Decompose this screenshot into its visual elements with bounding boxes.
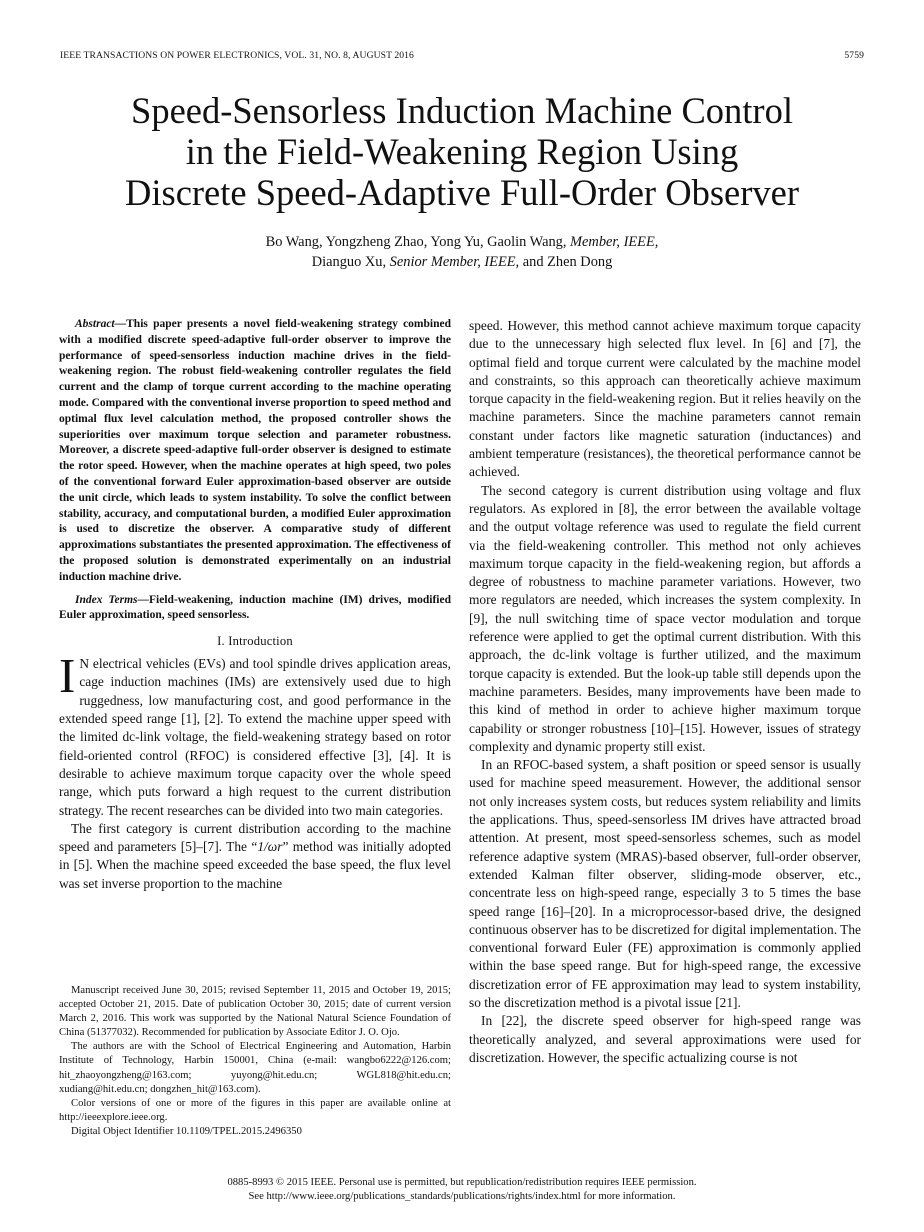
copyright-line-1: 0885-8993 © 2015 IEEE. Personal use is permitted, but republication/redistribution requires IEEE permission. <box>227 1177 697 1188</box>
title-line-1: Speed-Sensorless Induction Machine Control <box>131 90 793 131</box>
author-names-1: Bo Wang, Yongzheng Zhao, Yong Yu, Gaolin Wang, <box>265 234 571 250</box>
intro-paragraph-2-text-b: ” method was initially adopted in [5]. When the machine speed exceeded the base speed, the flux level was set inverse proportion to the machine <box>59 839 452 891</box>
index-terms <box>59 593 451 625</box>
index-terms-text: —Field-weakening, induction machine (IM) drives, modified Euler approximation, speed sensorless. <box>59 593 451 622</box>
left-column <box>59 317 451 893</box>
inline-math-inverse-speed: 1/ωr <box>257 839 283 855</box>
index-terms-label: Index Terms <box>75 593 138 606</box>
copyright-notice <box>60 1176 864 1204</box>
right-paragraph-3: In an RFOC-based system, a shaft position or speed sensor is usually used for machine speed measurement. However, the additional sensor not only increases system costs, but reduces system reliability and limits the applications. Thus, speed-sensorless IM drives have attracted broad attention. At present, most speed-sensorless schemes, such as model reference adaptive system (MRAS)-based observer, full-order observer, extended Kalman filter observer, sliding-mode observer, etc., concentrate less on high-speed range, especially 3 to 5 times the base speed range [16]–[20]. In a microprocessor-based drive, the designed continuous observer has to be discretized for digital implementation. The conventional forward Euler (FE) approximation is commonly applied within the base speed range. But for high-speed range, the excessive discretization error of FE approximation may lead to system instability, so the discretization method is a pivotal issue [21]. <box>469 757 861 1010</box>
intro-paragraph-1 <box>59 648 451 820</box>
right-paragraph-2: The second category is current distribution using voltage and flux regulators. As explored in [8], the error between the available voltage and the output voltage reference was used to regulate the field current via the field-weakening controller. This method not only achieves maximum torque capacity in the field-weakening region, but affords a degree of robustness to machine parameter variations. However, two more regulators are needed, which increases the system complexity. In [9], the null switching time of space vector modulation and torque reference were applied to get the optimal current distribution. With this approach, the dc-link voltage is further utilized, and the maximum torque capacity is extended. But the look-up table still depends upon the machine parameters. Besides, many improvements have been made to this kind of method in order to achieve higher maximum torque capability or stronger robustness [10]–[15]. However, issues of strategy complexity and dynamic property still exist. <box>469 482 861 754</box>
right-column <box>469 317 861 1067</box>
intro-paragraph-2-text-a: The first category is current distribution according to the machine speed and parameters [5]–[7]. The “ <box>59 820 451 855</box>
right-paragraph-4: In [22], the discrete speed observer for high-speed range was theoretically analyzed, and several approximations were used for discretization. However, the specific actualizing course is not <box>469 1013 861 1065</box>
author-line-2 <box>60 252 864 272</box>
paper-title <box>60 90 864 213</box>
author-line-1 <box>60 232 864 252</box>
title-line-3: Discrete Speed-Adaptive Full-Order Observer <box>124 172 799 213</box>
footnote-doi: Digital Object Identifier 10.1109/TPEL.2015.2496350 <box>71 1125 302 1137</box>
intro-paragraph-2 <box>59 820 451 893</box>
abstract-text: —This paper presents a novel field-weakening strategy combined with a modified discrete speed-adaptive full-order observer to improve the performance of speed-sensorless induction machine drives in the field-weakening region. The robust field-weakening controller regulates the field current and the clamp of torque current according to the machine operating mode. Compared with the conventional inverse proportion to speed method and optimal flux level calculation method, the proposed controller shows the superiorities over maximum torque selection and parameter robustness. Moreover, a discrete speed-adaptive full-order observer is designed to estimate the rotor speed. However, when the machine operates at high speed, two poles of the conventional forward Euler approximation-based observer are outside the unit circle, which leads to system instability. To solve the conflict between stability, accuracy, and computational burden, a modified Euler approximation is used to discretize the observer. A comparative study of different approximations substantiates the presented approximation. The effectiveness of the proposed solution is demonstrated experimentally on an industrial induction machine drive. <box>59 318 451 583</box>
footnote-affiliation: The authors are with the School of Electrical Engineering and Automation, Harbin Institute of Technology, Harbin 150001, China (e-mail: wangbo6222@126.com; hit_zhaoyongzheng@163.com; yuyong@hit.edu.cn; WGL818@hit.edu.cn; xudiang@hit.edu.cn; dongzhen_hit@163.com). <box>59 1041 451 1095</box>
author-names-3: and Zhen Dong <box>519 254 613 270</box>
introduction-body <box>59 648 452 893</box>
running-header-journal: IEEE TRANSACTIONS ON POWER ELECTRONICS, VOL. 31, NO. 8, AUGUST 2016 <box>60 50 414 61</box>
section-heading-introduction: I. Introduction <box>217 634 293 649</box>
abstract <box>59 317 451 586</box>
abstract-label: Abstract <box>75 318 115 330</box>
intro-paragraph-1-text: N electrical vehicles (EVs) and tool spindle drives application areas, cage induction machines (IMs) are extensively used due to high ruggedness, low manufacturing cost, and good performance in the extended speed range [1], [2]. To extend the machine upper speed with the limited dc-link voltage, the field-weakening strategy based on rotor field-oriented control (RFOC) is considered effective [3], [4]. It is desirable to achieve maximum torque capacity over the whole speed range, which puts forward a high request to the current distribution strategy. The recent researches can be divided into two main categories. <box>59 656 451 818</box>
copyright-line-2: See http://www.ieee.org/publications_standards/publications/rights/index.html for more information. <box>248 1191 676 1202</box>
author-names-2: Dianguo Xu, <box>311 254 390 270</box>
author-membership-2: Senior Member, IEEE, <box>389 254 520 270</box>
title-line-2: in the Field-Weakening Region Using <box>185 131 739 172</box>
footnotes <box>59 984 451 1139</box>
author-membership-1: Member, IEEE, <box>570 234 659 250</box>
footnote-manuscript: Manuscript received June 30, 2015; revised September 11, 2015 and October 19, 2015; accepted October 21, 2015. Date of publication October 30, 2015; date of current version March 2, 2016. This work was supported by the National Natural Science Foundation of China (51377032). Recommended for publication by Associate Editor J. O. Ojo. <box>59 985 451 1039</box>
drop-cap: I <box>59 648 76 704</box>
author-list <box>60 232 864 272</box>
page-number: 5759 <box>844 50 864 61</box>
footnote-color-versions: Color versions of one or more of the figures in this paper are available online at http://ieeexplore.ieee.org. <box>59 1097 451 1123</box>
right-paragraph-1: speed. However, this method cannot achieve maximum torque capacity due to the unnecessary high selected flux level. In [6] and [7], the optimal field and torque current were calculated by the machine model and constraints, so this approach can theoretically achieve maximum torque capacity in the field-weakening region. But it relies heavily on the machine parameters. Since the machine parameters cannot remain constant under factors like magnetic saturation (inductances) and ambient temperature (resistances), the theoretical performance cannot be achieved. <box>469 318 861 480</box>
